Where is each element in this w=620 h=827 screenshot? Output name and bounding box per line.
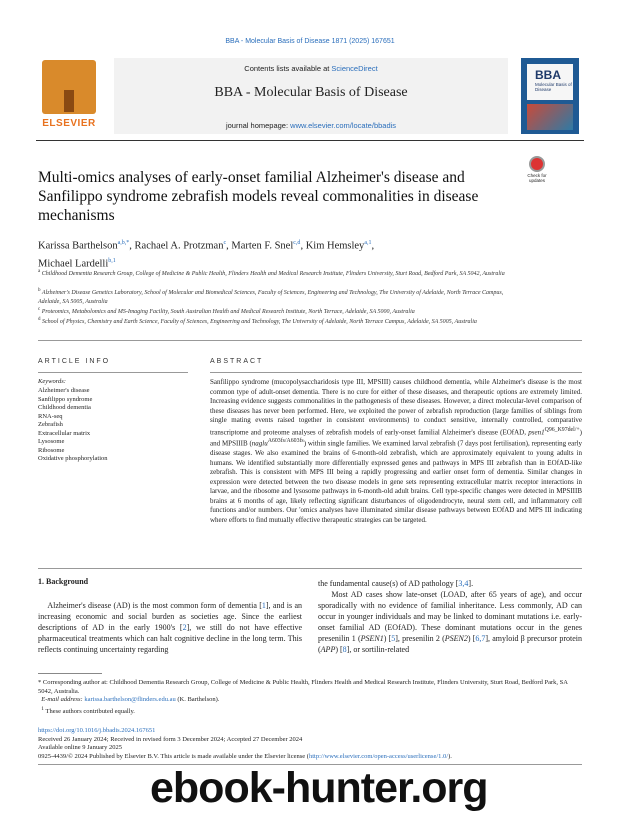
author-name[interactable]: Kim Hemsley [305,240,365,252]
affiliation-sup: d [38,317,41,322]
body-text: ], amyloid β precursor protein ( [318,634,583,654]
keyword-item: Childhood dementia [38,404,91,411]
license-link[interactable]: http://www.elsevier.com/open-access/userlicense/1.0/ [308,752,449,760]
author-name[interactable]: Marten F. Snel [231,240,294,252]
email-note [38,696,582,705]
body-column-left [38,600,302,655]
publisher-name: ELSEVIER [42,118,96,129]
gene-name: PSEN2 [444,634,468,643]
allele-sup: A603fs/A603fs [267,438,304,445]
affiliation-text: Alzheimer's Disease Genetics Laboratory, School of Molecular and Biomedical Sciences, Faculty of Sciences, Engineering and Technology, The University of Adelaide, North Terrace Campus, Adelaide, SA 5005, Australia [38,290,504,305]
article-info-rule [38,372,188,373]
affiliation-c [38,306,508,317]
body-text: ], presenilin 2 ( [395,634,445,643]
cover-artwork [527,104,573,130]
equal-contribution-text: These authors contributed equally. [45,707,135,715]
doi-link[interactable]: https://doi.org/10.1016/j.bbadis.2024.167651 [38,727,156,734]
article-title: Multi-omics analyses of early-onset familial Alzheimer's disease and Sanfilippo syndrome zebrafish models reveal commonalities in disease mechanisms [38,169,479,224]
author-affil-sup[interactable]: a,1 [364,240,372,246]
body-text: ]. [468,579,474,588]
check-for-updates-button[interactable] [522,156,552,184]
author-affil-sup[interactable]: b,1 [108,257,116,264]
section-heading-background: 1. Background [38,577,89,586]
elsevier-tree-icon [42,60,96,114]
gene-name: PSEN1 [360,634,384,643]
affiliation-d [38,316,508,327]
gene-name: psen1 [528,427,545,436]
email-link[interactable]: karissa.barthelson@flinders.edu.au [84,696,176,703]
allele-sup: Q96_K97del/+ [544,426,580,433]
affiliation-text: Proteomics, Metabolomics and MS-Imaging Facility, South Australian Health and Medical Research Institute, North Terrace, Adelaide, SA 5000, Australia [41,309,415,315]
abstract-rule [210,372,582,373]
license-suffix: ). [448,752,452,760]
author-affil-sup[interactable]: c [223,240,227,246]
abstract-part: Sanfilippo syndrome (mucopolysaccharidosis type III, MPSIII) causes childhood dementia, while Alzheimer's disease is the most common type of adult-onset dementia. There is no cure for either of these diseases, and therapeutic options are extremely limited. Increasing evidence suggests commonalities in the pathogenesis of these diseases. However, a direct molecular-level comparison of these diseases has never been performed. Here, we exploited the power of zebrafish reproduction (large families of siblings from single mating events raised together in consistent environments) to conduct sensitive, internally controlled, comparative transcriptome and proteome analyses of zebrafish models of early-onset familial Alzheimer's disease (EOfAD, [210,378,582,436]
homepage-link[interactable]: www.elsevier.com/locate/bbadis [290,121,397,130]
header-divider [36,140,584,141]
available-online: Available online 9 January 2025 [38,744,122,751]
contents-prefix: Contents lists available at [244,64,332,73]
keywords-heading: Keywords: [38,378,66,385]
author-list: Karissa Barthelson$^{a,b,*}$, Rachael A. Protzman$^c$, Marten F. Snel$^{c,d}$, Kim Hemsley$^{a,1}$, Michael Lardelli$^{b,1}$ [38,240,375,269]
citation-link[interactable]: 5 [391,634,396,643]
check-updates-label: Check for updates [527,173,547,183]
gene-name: naglu [251,439,268,448]
journal-citation-link[interactable]: BBA - Molecular Basis of Disease 1871 (2025) 167651 [225,38,395,45]
equal-contribution-note: $^1$ These authors contributed equally. [41,705,135,715]
journal-banner [114,58,508,134]
body-text: ) [ [335,645,343,654]
gene-name: APP [320,645,336,654]
received-dates: Received 26 January 2024; Received in revised form 3 December 2024; Accepted 27 December 2024 [38,735,303,743]
author-affil-sup[interactable]: c,d [293,240,301,246]
contents-line [114,64,508,73]
journal-name: BBA - Molecular Basis of Disease [214,85,408,100]
homepage-prefix: journal homepage: [225,121,291,130]
citation-link[interactable]: 6,7 [475,634,486,643]
author-name[interactable]: Rachael A. Protzman [134,240,224,252]
sciencedirect-link[interactable]: ScienceDirect [331,64,378,73]
body-text: ) [ [467,634,476,643]
body-text: ], or sortilin-related [346,645,410,654]
author-name[interactable]: Michael Lardelli [38,258,109,269]
affiliations-divider [38,340,582,341]
license-line [38,753,582,762]
author-name[interactable]: Karissa Barthelson [38,240,118,252]
affiliation-sup: a [38,269,41,274]
journal-cover-image[interactable] [521,58,579,134]
author-affil-sup[interactable]: a,b,* [117,240,130,246]
email-label: E-mail address: [41,696,85,703]
body-text: Alzheimer's disease (AD) is the most common form of dementia [ [47,601,262,610]
affiliation-text: School of Physics, Chemistry and Earth Science, Faculty of Sciences, Engineering and Technology, The University of Adelaide, North Terrace Campus, Adelaide, SA 5005, Australia [42,319,477,325]
keyword-item: Oxidative phosphorylation [38,455,108,462]
license-prefix: 0925-4439/© 2024 Published by Elsevier B.V. This article is made available under the Elsevier license ( [38,752,309,760]
homepage-line [114,121,508,130]
body-text: the fundamental cause(s) of AD pathology [ [318,579,459,588]
citation-link[interactable]: 3,4 [458,579,469,588]
abstract-part: ) and MPSIIIB ( [210,427,582,448]
article-history [38,727,582,761]
citation-link[interactable]: 1 [261,601,266,610]
affiliation-text: Childhood Dementia Research Group, College of Medicine & Public Health, Flinders Health and Medical Research Institute, Flinders University, Sturt Road, Bedford Park, SA 5042, Australia [41,271,505,277]
affiliation-sup: b [38,288,41,293]
journal-header [36,58,584,136]
citation-link[interactable]: 2 [182,623,187,632]
footnote-divider [38,673,102,674]
keyword-item: Lysosome [38,438,65,445]
article-info-heading: ARTICLE INFO [38,358,111,365]
keyword-item: Sanfilippo syndrome [38,395,93,403]
body-text: Most AD cases show late-onset (LOAD, after 65 years of age), and occur sporadically with no evidence of familial inheritance. Less commonly, AD can occur in younger individuals and may be linked to dominant mutations i.e. early-onset familial AD (EOfAD). These dominant mutations occur in the genes presenilin 1 ( [318,590,583,643]
email-suffix: (K. Barthelson). [175,696,220,703]
citation-link[interactable]: 8 [342,645,347,654]
abstract-heading: ABSTRACT [210,358,264,365]
body-text: ], we still do not have effective pharmaceutical treatments which can halt cognitive decline in the long term. This reflects continuing uncertainty regarding [38,623,303,654]
abstract-bottom-rule [38,568,582,569]
body-text: ], and is an increasing economic and social burden as societies age. Since the earliest descriptions of AD in the early 1900's [ [38,601,303,632]
keyword-item: RNA-seq [38,412,63,420]
affiliation-b [38,287,508,306]
keyword-item: Alzheimer's disease [38,387,90,394]
affiliation-sup: c [38,307,41,312]
keyword-item: Ribosome [38,446,65,454]
body-column-right [318,578,582,655]
elsevier-logo[interactable] [36,58,102,134]
keyword-item: Zebrafish [38,421,63,428]
keyword-item: Extracellular matrix [38,429,91,437]
abstract-part: ) within single families. We examined larval zebrafish (7 days post fertilisation), representing early disease stages. We also examined the brains of 6-month-old zebrafish, which are approximately equivalent to young adults in humans. We identified substantially more differentially expressed genes and pathways in MPS III zebrafish than in EOfAD-like zebrafish. This is consistent with MPS III being a rapidly progressing and earlier onset form of dementia. Similar changes in expression were detected between the two disease models in gene sets representing extracellular matrix receptor interactions in larvae, and the ribosome and lysosome pathways in 6-month-old adult brains. Cell type-specific changes were detected in MPSIIIB brains at 6 months of age, likely reflecting significant disturbances of oligodendrocyte, neural stem cell, and inflammatory cell functions and/or numbers. Our 'omics analyses have illuminated similar disease pathways between EOfAD and MPS III indicating where efforts to find mutually effective therapeutic strategies can be targeted. [210,439,582,524]
body-text: ) [ [383,634,392,643]
check-updates-icon [529,156,545,172]
cover-title: BBA [535,68,561,82]
abstract-text [210,378,582,525]
footnotes [38,679,582,716]
affiliation-a [38,268,508,279]
cover-label [527,64,573,100]
watermark-text: ebook-hunter.org [150,764,488,812]
corresponding-author-note: * Corresponding author at: Childhood Dementia Research Group, College of Medicine & Public Health, Flinders Health and Medical Research Institute, Flinders University, Sturt Road, Bedford Park, SA 5042, Australia. [38,679,568,695]
cover-subtitle: Molecular Basis of Disease [535,82,572,92]
